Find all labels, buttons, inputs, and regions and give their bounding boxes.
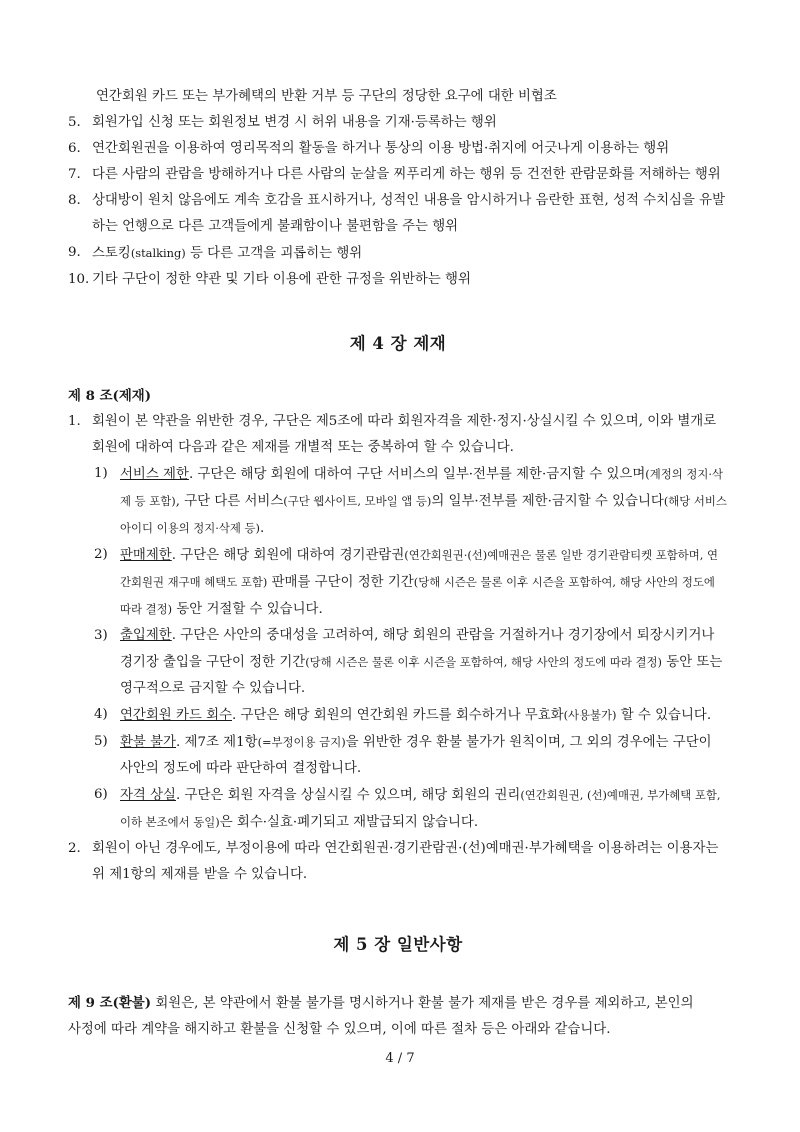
defined-term: 연간회원 카드 회수 [120, 708, 232, 723]
list-item [68, 409, 728, 461]
list-marker: 9. [68, 245, 81, 260]
list-item-text-before: 스토킹 [92, 246, 131, 261]
text-segment: 판매를 구단이 정한 기간 [267, 575, 414, 590]
article-9-body: 회원은, 본 약관에서 환불 불가를 명시하거나 환불 불가 제재를 받은 경우를 제외하고, 본인의 사정에 따라 계약을 해지하고 환불을 신청할 수 있으며, 이에 따른 절차 등은 아래와 같습니다. [68, 996, 694, 1037]
sub-list-item-text [120, 548, 718, 617]
list-item-latin-note: (stalking) [130, 246, 186, 260]
list-marker: 8. [68, 193, 81, 208]
text-segment: . 구단은 해당 회원에 대하여 구단 서비스의 일부·전부를 제한·금지할 수 있으며 [188, 467, 646, 482]
parenthetical-note: (사용불가) [563, 708, 617, 722]
article-9-heading: 제 9 조(환불) [68, 995, 152, 1011]
sub-list-marker: 2) [94, 547, 108, 562]
chapter-4-heading: 제 4 장 제재 [349, 334, 447, 353]
list-item [68, 110, 728, 136]
list-item-text: 기타 구단이 정한 약관 및 기타 이용에 관한 규정을 위반하는 행위 [92, 272, 471, 287]
text-segment: . 제7조 제1항 [176, 735, 258, 750]
list-marker: 2. [68, 841, 81, 856]
sub-list-item-text [120, 467, 727, 536]
text-segment: , 구단 다른 서비스 [175, 494, 284, 509]
list-item [68, 188, 728, 240]
parenthetical-note: (연간회원권·(선)예매권은 물론 일반 경기관람티켓 포함하며, 연간회원권 재구매 혜택도 포함) [120, 548, 719, 589]
sub-list-marker: 4) [94, 707, 108, 722]
sub-list-item [94, 782, 728, 836]
sub-list-item [94, 729, 728, 782]
text-segment: 은 회수·실효·폐기되고 재발급되지 않습니다. [219, 815, 479, 830]
sub-list-item-text [120, 628, 722, 696]
list-item-text: 회원가입 신청 또는 회원정보 변경 시 허위 내용을 기재·등록하는 행위 [92, 115, 497, 130]
sub-list-item-text [120, 788, 720, 830]
sub-list-item-text [120, 708, 711, 723]
text-segment: 동안 또는 영구적으로 금지할 수 있습니다. [120, 655, 723, 696]
text-segment: 할 수 있습니다. [616, 708, 712, 723]
page-number-footer: 4 / 7 [385, 1051, 415, 1066]
list-marker: 10. [68, 272, 90, 287]
text-segment: 의 일부·전부를 제한·금지할 수 있습니다 [431, 494, 664, 509]
list-item [68, 267, 728, 293]
defined-term: 출입제한 [120, 628, 172, 643]
text-segment: . 구단은 회원 자격을 상실시킬 수 있으며, 해당 회원의 권리 [176, 788, 521, 803]
list-item [68, 136, 728, 162]
parenthetical-note: (연간회원권, (선)예매권, 부가혜택 포함, 이하 본조에서 동일) [120, 788, 721, 829]
list-continuation-line: 연간회원 카드 또는 부가혜택의 반환 거부 등 구단의 정당한 요구에 대한 비협조 [96, 89, 557, 104]
list-marker: 7. [68, 167, 81, 182]
sub-list-item-text [120, 735, 712, 776]
sub-list-item [94, 702, 728, 729]
list-item-text: 회원이 본 약관을 위반한 경우, 구단은 제5조에 따라 회원자격을 제한·정지·상실시킬 수 있으며, 이와 별개로 회원에 대하여 다음과 같은 제재를 개별적 또는 중복하여 할 수 있습니다. [92, 414, 717, 455]
defined-term: 서비스 제한 [120, 467, 189, 482]
sub-list-item [94, 461, 728, 542]
parenthetical-note: (당해 시즌은 물론 이후 시즌을 포함하여, 해당 사안의 정도에 따라 결정) [120, 575, 715, 616]
list-item-text: 연간회원권을 이용하여 영리목적의 활동을 하거나 통상의 이용 방법·취지에 어긋나게 이용하는 행위 [92, 141, 670, 156]
text-segment: 을 위반한 경우 환불 불가가 원칙이며, 그 외의 경우에는 구단이 사안의 정도에 따라 판단하여 결정합니다. [120, 735, 712, 776]
text-segment: . 구단은 해당 회원에 대하여 경기관람권 [171, 548, 405, 563]
list-marker: 6. [68, 141, 81, 156]
parenthetical-note: (당해 시즌은 물론 이후 시즌을 포함하여, 해당 사안의 정도에 따라 결정) [305, 655, 662, 669]
sub-list-marker: 5) [94, 734, 108, 749]
defined-term: 자격 상실 [120, 788, 176, 803]
text-segment: 동안 거절할 수 있습니다. [172, 602, 323, 617]
list-item-text-after: 등 다른 고객을 괴롭히는 행위 [185, 246, 363, 261]
text-segment: . 구단은 사안의 중대성을 고려하여, 해당 회원의 관람을 거절하거나 경기장에서 퇴장시키거나 경기장 출입을 구단이 정한 기간 [120, 628, 715, 670]
parenthetical-note: (구단 웹사이트, 모바일 앱 등) [283, 494, 432, 508]
list-item-text [92, 246, 362, 261]
chapter-5-heading: 제 5 장 일반사항 [333, 935, 463, 954]
sub-list-item [94, 542, 728, 623]
defined-term: 판매제한 [120, 548, 172, 563]
list-marker: 5. [68, 115, 81, 130]
article-8-heading: 제 8 조(제재) [68, 388, 152, 404]
defined-term: 환불 불가 [120, 735, 176, 750]
article-9-paragraph [68, 990, 728, 1043]
spacer [68, 958, 728, 990]
sub-list-marker: 3) [94, 628, 108, 643]
sub-list-marker: 6) [94, 787, 108, 802]
parenthetical-note: (=부정이용 금지) [257, 735, 346, 749]
sub-list-item [94, 623, 728, 702]
list-item-text: 상대방이 원치 않음에도 계속 호감을 표시하거나, 성적인 내용을 암시하거나 음란한 표현, 성적 수치심을 유발하는 언행으로 다른 고객들에게 불쾌함이나 불편함을 주는 행위 [92, 193, 725, 234]
document-body [68, 84, 728, 1043]
spacer [68, 293, 728, 331]
text-segment: . 구단은 해당 회원의 연간회원 카드를 회수하거나 무효화 [232, 708, 564, 723]
list-marker: 1. [68, 414, 81, 429]
list-item-text: 다른 사람의 관람을 방해하거나 다른 사람의 눈살을 찌푸리게 하는 행위 등 건전한 관람문화를 저해하는 행위 [92, 167, 721, 182]
list-item-text: 회원이 아닌 경우에도, 부정이용에 따라 연간회원권·경기관람권·(선)예매권·부가혜택을 이용하려는 이용자는 위 제1항의 제재를 받을 수 있습니다. [92, 841, 719, 882]
spacer [68, 888, 728, 932]
list-item [68, 836, 728, 888]
sub-list-marker: 1) [94, 466, 108, 481]
list-item [68, 240, 728, 267]
text-segment: . [259, 521, 265, 536]
spacer [68, 357, 728, 383]
list-item [68, 162, 728, 188]
parenthetical-note: (해당 서비스 아이디 이용의 정지·삭제 등) [120, 494, 727, 535]
parenthetical-note: (계정의 정지·삭제 등 포함) [120, 467, 723, 508]
